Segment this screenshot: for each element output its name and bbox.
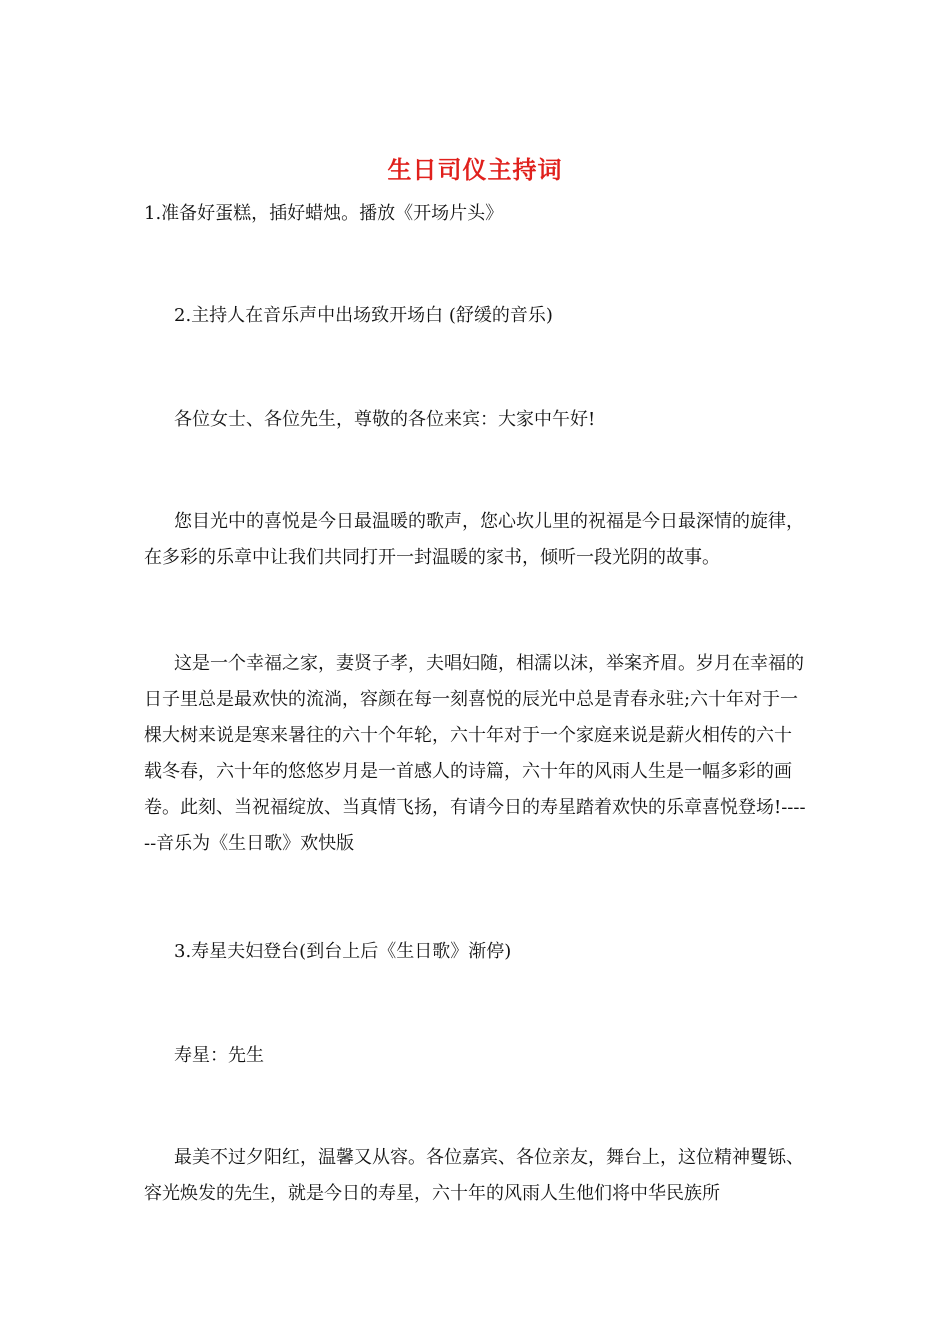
paragraph-opening: 您目光中的喜悦是今日最温暖的歌声，您心坎儿里的祝福是今日最深情的旋律，在多彩的乐章中让我们共同打开一封温暖的家书，倾听一段光阴的故事。	[144, 511, 804, 568]
paragraph-family: 这是一个幸福之家，妻贤子孝，夫唱妇随，相濡以沫，举案齐眉。岁月在幸福的日子里总是最欢快的流淌，容颜在每一刻喜悦的辰光中总是青春永驻;六十年对于一棵大树来说是寒来暑往的六十个年轮，六十年对于一个家庭来说是薪火相传的六十载冬春，六十年的悠悠岁月是一首感人的诗篇，六十年的风雨人生是一幅多彩的画卷。此刻、当祝福绽放、当真情飞扬，有请今日的寿星踏着欢快的乐章喜悦登场!------音乐为《生日歌》欢快版	[144, 653, 806, 854]
paragraph-step-3: 3.寿星夫妇登台(到台上后《生日歌》渐停)	[174, 941, 512, 962]
paragraph-step-2: 2.主持人在音乐声中出场致开场白 (舒缓的音乐)	[174, 305, 553, 326]
paragraph-step-1: 1.准备好蛋糕，插好蜡烛。播放《开场片头》	[144, 203, 504, 224]
document-title: 生日司仪主持词	[387, 155, 563, 184]
paragraph-honoree: 寿星：先生	[174, 1045, 264, 1066]
paragraph-tribute: 最美不过夕阳红，温馨又从容。各位嘉宾、各位亲友，舞台上，这位精神矍铄、容光焕发的先生，就是今日的寿星，六十年的风雨人生他们将中华民族所	[144, 1147, 804, 1204]
paragraph-greeting: 各位女士、各位先生，尊敬的各位来宾：大家中午好!	[174, 409, 596, 430]
